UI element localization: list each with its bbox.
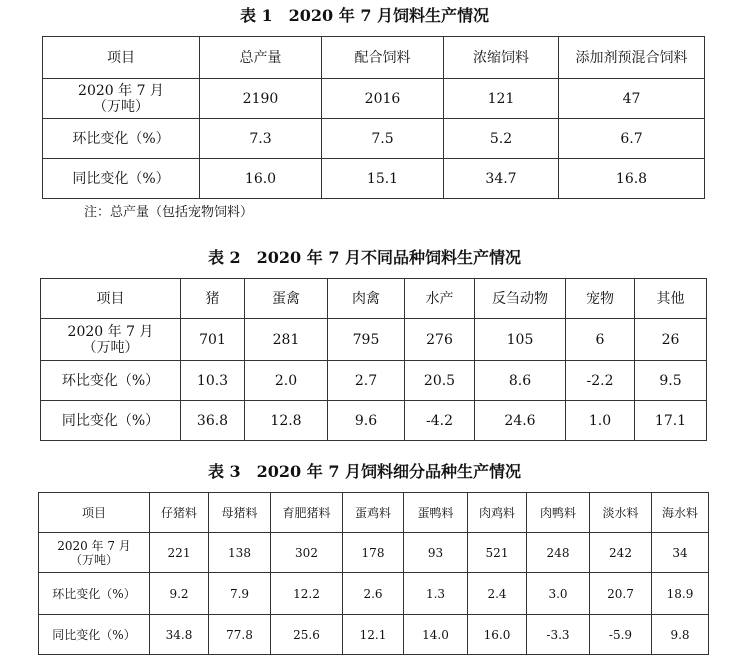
row-label: [43, 79, 200, 119]
header-cell: 配合饲料: [322, 37, 444, 79]
data-cell: 9.6: [328, 401, 405, 441]
data-cell: 5.2: [444, 119, 559, 159]
data-cell: 77.8: [209, 615, 271, 655]
data-cell: 24.6: [475, 401, 566, 441]
header-cell: 项目: [39, 493, 150, 533]
data-cell: -3.3: [527, 615, 590, 655]
row-label-line1: 2020 年 7 月: [57, 538, 131, 553]
data-cell: 6: [566, 319, 635, 361]
row-label-line1: 2020 年 7 月: [67, 323, 154, 340]
row-label: 环比变化（%）: [43, 119, 200, 159]
row-label-line2: （万吨）: [69, 552, 118, 567]
table-row: [41, 319, 707, 361]
data-cell: 242: [590, 533, 652, 573]
data-cell: 20.7: [590, 573, 652, 615]
table3-title: 表 3 2020 年 7 月饲料细分品种生产情况: [207, 462, 522, 481]
data-cell: 221: [150, 533, 209, 573]
header-cell: 蛋禽: [245, 279, 328, 319]
data-cell: 16.0: [200, 159, 322, 199]
data-cell: 105: [475, 319, 566, 361]
row-label-line1: 2020 年 7 月: [78, 82, 164, 99]
data-cell: 2.7: [328, 361, 405, 401]
data-cell: 12.1: [343, 615, 404, 655]
header-cell: 猪: [181, 279, 245, 319]
data-cell: 1.3: [404, 573, 468, 615]
row-label: 同比变化（%）: [43, 159, 200, 199]
data-cell: 9.8: [652, 615, 709, 655]
table-row: [39, 573, 709, 615]
data-cell: 10.3: [181, 361, 245, 401]
header-cell: 蛋鸭料: [404, 493, 468, 533]
data-cell: 521: [468, 533, 527, 573]
data-cell: 2190: [200, 79, 322, 119]
data-cell: 248: [527, 533, 590, 573]
row-label: 环比变化（%）: [39, 573, 150, 615]
table-row: [43, 119, 705, 159]
row-label: [39, 533, 150, 573]
header-cell: 母猪料: [209, 493, 271, 533]
data-cell: 36.8: [181, 401, 245, 441]
row-label: 环比变化（%）: [41, 361, 181, 401]
data-cell: 34.8: [150, 615, 209, 655]
data-cell: 20.5: [405, 361, 475, 401]
data-cell: 18.9: [652, 573, 709, 615]
table-header-row: [41, 279, 707, 319]
data-cell: 14.0: [404, 615, 468, 655]
data-cell: 178: [343, 533, 404, 573]
data-cell: 795: [328, 319, 405, 361]
header-cell: 仔猪料: [150, 493, 209, 533]
data-cell: 25.6: [271, 615, 343, 655]
data-cell: 6.7: [559, 119, 705, 159]
data-cell: 2.0: [245, 361, 328, 401]
data-cell: -2.2: [566, 361, 635, 401]
header-cell: 宠物: [566, 279, 635, 319]
data-cell: 7.3: [200, 119, 322, 159]
table2: [40, 278, 707, 441]
data-cell: 2.4: [468, 573, 527, 615]
table1-title: 表 1 2020 年 7 月饲料生产情况: [239, 6, 490, 25]
data-cell: 281: [245, 319, 328, 361]
data-cell: 1.0: [566, 401, 635, 441]
header-cell: 添加剂预混合饲料: [559, 37, 705, 79]
data-cell: 17.1: [635, 401, 707, 441]
data-cell: 15.1: [322, 159, 444, 199]
header-cell: 海水料: [652, 493, 709, 533]
header-cell: 淡水料: [590, 493, 652, 533]
header-cell: 育肥猪料: [271, 493, 343, 533]
row-label-line2: （万吨）: [93, 98, 149, 115]
data-cell: 93: [404, 533, 468, 573]
data-cell: 2.6: [343, 573, 404, 615]
header-cell: 其他: [635, 279, 707, 319]
data-cell: 2016: [322, 79, 444, 119]
table-header-row: [39, 493, 709, 533]
data-cell: -5.9: [590, 615, 652, 655]
table-row: [43, 159, 705, 199]
data-cell: -4.2: [405, 401, 475, 441]
data-cell: 3.0: [527, 573, 590, 615]
data-cell: 26: [635, 319, 707, 361]
table-row: [41, 361, 707, 401]
header-cell: 项目: [43, 37, 200, 79]
data-cell: 9.5: [635, 361, 707, 401]
header-cell: 反刍动物: [475, 279, 566, 319]
data-cell: 8.6: [475, 361, 566, 401]
table-row: [43, 79, 705, 119]
row-label: 同比变化（%）: [39, 615, 150, 655]
data-cell: 16.8: [559, 159, 705, 199]
header-cell: 浓缩饲料: [444, 37, 559, 79]
row-label-line2: （万吨）: [82, 339, 139, 356]
table-row: [39, 533, 709, 573]
data-cell: 7.5: [322, 119, 444, 159]
table-row: [39, 615, 709, 655]
header-cell: 总产量: [200, 37, 322, 79]
data-cell: 12.8: [245, 401, 328, 441]
header-cell: 肉禽: [328, 279, 405, 319]
data-cell: 12.2: [271, 573, 343, 615]
table1-note: 注：总产量（包括宠物饲料）: [84, 205, 254, 220]
data-cell: 7.9: [209, 573, 271, 615]
data-cell: 47: [559, 79, 705, 119]
table-header-row: [43, 37, 705, 79]
data-cell: 16.0: [468, 615, 527, 655]
table-row: [41, 401, 707, 441]
row-label: 同比变化（%）: [41, 401, 181, 441]
data-cell: 302: [271, 533, 343, 573]
data-cell: 121: [444, 79, 559, 119]
header-cell: 项目: [41, 279, 181, 319]
header-cell: 水产: [405, 279, 475, 319]
row-label: [41, 319, 181, 361]
header-cell: 蛋鸡料: [343, 493, 404, 533]
table3: [38, 492, 709, 655]
data-cell: 138: [209, 533, 271, 573]
data-cell: 34: [652, 533, 709, 573]
table1: [42, 36, 705, 199]
data-cell: 9.2: [150, 573, 209, 615]
data-cell: 34.7: [444, 159, 559, 199]
data-cell: 701: [181, 319, 245, 361]
header-cell: 肉鸭料: [527, 493, 590, 533]
data-cell: 276: [405, 319, 475, 361]
table2-title: 表 2 2020 年 7 月不同品种饲料生产情况: [207, 248, 522, 267]
header-cell: 肉鸡料: [468, 493, 527, 533]
